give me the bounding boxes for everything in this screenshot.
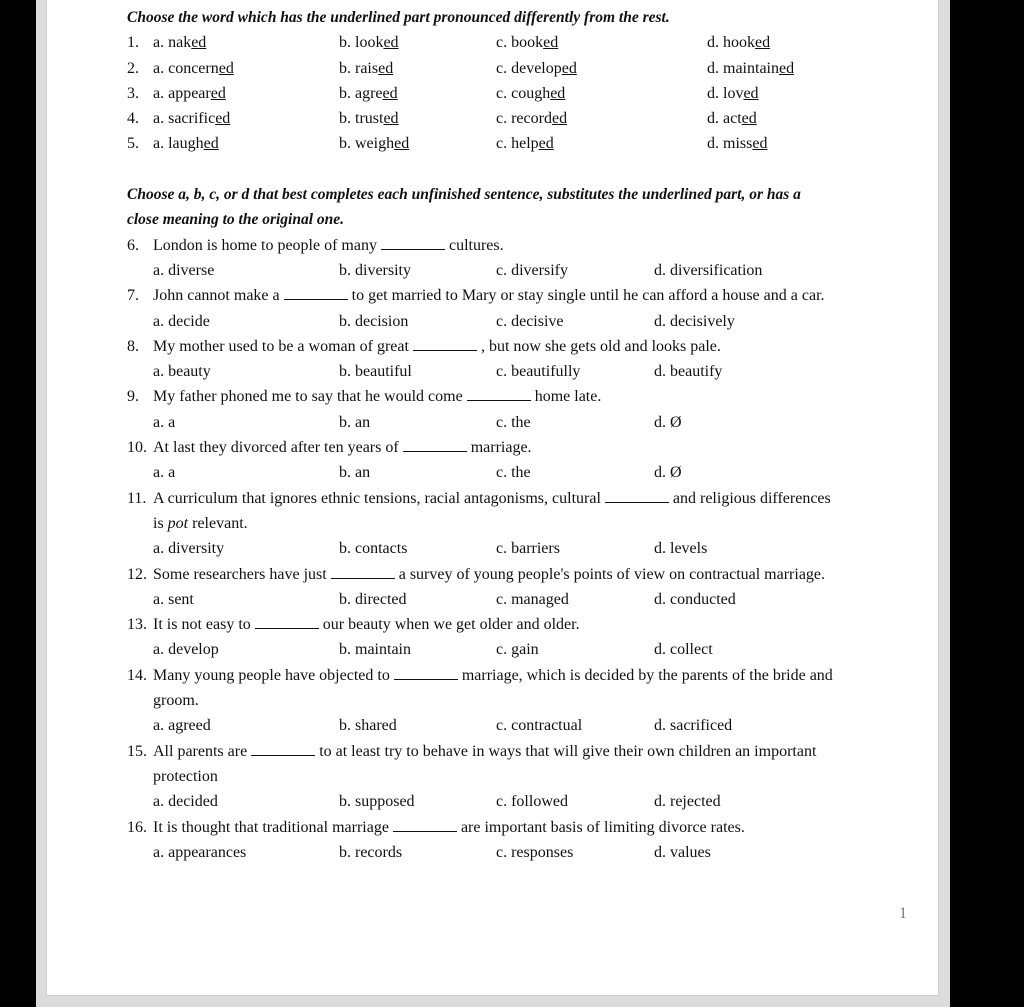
option-word: a. concern [153, 59, 219, 77]
answer-blank [381, 237, 445, 250]
option-a: a. a [153, 413, 176, 431]
stem-text-italic: pot [167, 514, 189, 532]
option-a: a. decided [153, 793, 218, 811]
stem-text: to at least try to behave in ways that will give their own children an important [319, 742, 817, 760]
question-number: 14. [127, 666, 147, 684]
question-number: 7. [127, 287, 139, 305]
options-14 [127, 713, 907, 738]
option-c: c. the [496, 464, 531, 482]
question-1 [127, 30, 907, 55]
option-b [339, 30, 399, 55]
option-c [496, 81, 565, 106]
option-d: d. beautify [654, 363, 723, 381]
option-d: d. collect [654, 641, 713, 659]
spacer [127, 157, 907, 182]
question-number: 5. [127, 135, 139, 153]
stem-text: Some researchers have just [153, 565, 327, 583]
underlined-ending: ed [394, 135, 410, 153]
option-word: c. develop [496, 59, 562, 77]
question-stem [153, 233, 504, 258]
stem-text: a survey of young people's points of view on contractual marriage. [398, 565, 826, 583]
option-word: a. appear [153, 84, 211, 102]
underlined-ending: ed [378, 59, 394, 77]
option-word: b. agre [339, 84, 383, 102]
option-c [496, 56, 577, 81]
question-stem [153, 815, 745, 840]
option-word: c. help [496, 135, 539, 153]
option-b [339, 56, 393, 81]
question-15-continuation [127, 764, 907, 789]
stem-text: At last they divorced after ten years of [153, 439, 399, 457]
option-d [707, 131, 767, 156]
underlined-ending: ed [383, 110, 399, 128]
option-a: a. sent [153, 590, 194, 608]
options-8 [127, 359, 907, 384]
option-a: a. decide [153, 312, 210, 330]
stem-continuation [153, 511, 248, 536]
stem-continuation: protection [153, 767, 218, 785]
question-stem [153, 384, 601, 409]
question-8 [127, 334, 907, 359]
answer-blank [284, 287, 348, 300]
options-16 [127, 840, 907, 865]
options-15 [127, 789, 907, 814]
option-a [153, 106, 230, 131]
option-b: b. an [339, 413, 371, 431]
stem-text: is [153, 514, 168, 532]
question-7 [127, 283, 907, 308]
underlined-ending: ed [752, 135, 768, 153]
stem-text: Many young people have objected to [153, 666, 390, 684]
stem-continuation: groom. [153, 692, 199, 710]
section1-items [127, 30, 907, 156]
question-6 [127, 233, 907, 258]
option-c: c. the [496, 413, 531, 431]
option-b: b. maintain [339, 641, 411, 659]
question-number: 9. [127, 388, 139, 406]
page-content [127, 5, 907, 865]
option-a: a. beauty [153, 363, 211, 381]
question-13 [127, 612, 907, 637]
option-d: d. Ø [654, 413, 682, 431]
option-b: b. an [339, 464, 371, 482]
question-stem [153, 612, 580, 637]
answer-blank [413, 338, 477, 351]
options-6 [127, 258, 907, 283]
option-word: c. record [496, 110, 552, 128]
option-b [339, 131, 409, 156]
option-d: d. conducted [654, 590, 736, 608]
option-word: b. look [339, 34, 384, 52]
option-c: c. decisive [496, 312, 564, 330]
answer-blank [255, 616, 319, 629]
question-16 [127, 815, 907, 840]
option-word: a. sacrific [153, 110, 216, 128]
answer-blank [394, 667, 458, 680]
stem-text: cultures. [448, 236, 504, 254]
stem-text: marriage, which is decided by the parents of the bride and [461, 666, 833, 684]
stem-text: John cannot make a [153, 287, 280, 305]
underlined-ending: ed [551, 110, 568, 128]
question-stem [153, 435, 532, 460]
option-c: c. managed [496, 590, 569, 608]
question-number: 16. [127, 818, 147, 836]
option-b [339, 106, 399, 131]
question-stem [153, 283, 825, 308]
document-page [46, 0, 939, 996]
section2-heading-line1: Choose a, b, c, or d that best completes each unfinished sentence, substitutes the underlined part, or has a [127, 186, 801, 204]
option-word: b. rais [339, 59, 379, 77]
option-word: a. laugh [153, 135, 204, 153]
page-number: 1 [899, 905, 907, 922]
option-b: b. decision [339, 312, 409, 330]
underlined-ending: ed [203, 135, 219, 153]
option-a [153, 30, 206, 55]
option-b: b. records [339, 843, 403, 861]
option-word: c. cough [496, 84, 551, 102]
option-a: a. develop [153, 641, 219, 659]
option-a: a. diverse [153, 261, 215, 279]
option-d: d. sacrificed [654, 717, 733, 735]
stem-text: , but now she gets old and looks pale. [480, 337, 721, 355]
option-d [707, 30, 770, 55]
question-stem [153, 663, 833, 688]
question-number: 4. [127, 110, 139, 128]
question-number: 1. [127, 34, 139, 52]
option-b: b. diversity [339, 261, 411, 279]
answer-blank [393, 819, 457, 832]
stem-text: London is home to people of many [153, 236, 377, 254]
stem-text: home late. [534, 388, 602, 406]
question-10 [127, 435, 907, 460]
question-number: 12. [127, 565, 147, 583]
question-9 [127, 384, 907, 409]
underlined-ending: ed [210, 84, 226, 102]
section1-heading: Choose the word which has the underlined part pronounced differently from the rest. [127, 9, 670, 26]
question-number: 6. [127, 236, 139, 254]
option-word: d. miss [707, 135, 753, 153]
option-d: d. values [654, 843, 711, 861]
option-d [707, 56, 794, 81]
question-12 [127, 562, 907, 587]
question-11 [127, 486, 907, 511]
option-c: c. gain [496, 641, 539, 659]
options-9 [127, 410, 907, 435]
option-d [707, 81, 759, 106]
answer-blank [331, 566, 395, 579]
option-d: d. diversification [654, 261, 763, 279]
answer-blank [605, 490, 669, 503]
option-c [496, 106, 567, 131]
question-14 [127, 663, 907, 688]
question-11-continuation [127, 511, 907, 536]
option-b: b. supposed [339, 793, 415, 811]
question-number: 11. [127, 489, 147, 507]
answer-blank [467, 388, 531, 401]
stem-text: are important basis of limiting divorce rates. [460, 818, 745, 836]
option-a [153, 131, 219, 156]
stem-text: It is not easy to [153, 616, 251, 634]
option-c: c. diversify [496, 261, 568, 279]
question-number: 15. [127, 742, 147, 760]
option-c: c. responses [496, 843, 574, 861]
option-b: b. beautiful [339, 363, 412, 381]
question-number: 3. [127, 84, 139, 102]
option-c: c. barriers [496, 540, 560, 558]
stem-text: relevant. [188, 514, 248, 532]
answer-blank [403, 439, 467, 452]
option-c: c. followed [496, 793, 568, 811]
stem-text: our beauty when we get older and older. [322, 616, 580, 634]
question-stem [153, 334, 721, 359]
option-word: c. book [496, 34, 544, 52]
option-word: b. weigh [339, 135, 395, 153]
option-c [496, 30, 558, 55]
underlined-ending: ed [743, 84, 759, 102]
underlined-ending: ed [382, 84, 398, 102]
stem-text: It is thought that traditional marriage [153, 818, 389, 836]
option-b: b. shared [339, 717, 397, 735]
question-number: 8. [127, 337, 139, 355]
underlined-ending: ed [191, 34, 207, 52]
option-a [153, 81, 226, 106]
question-number: 13. [127, 616, 147, 634]
options-10 [127, 460, 907, 485]
option-word: b. trust [339, 110, 384, 128]
stem-text: All parents are [153, 742, 248, 760]
underlined-ending: ed [218, 59, 234, 77]
question-number: 2. [127, 59, 139, 77]
option-b: b. directed [339, 590, 407, 608]
option-b [339, 81, 398, 106]
option-d: d. rejected [654, 793, 721, 811]
underlined-ending: ed [561, 59, 577, 77]
section2-heading-line2: close meaning to the original one. [127, 211, 345, 229]
question-3 [127, 81, 907, 106]
option-d [707, 106, 757, 131]
option-word: a. nak [153, 34, 192, 52]
options-13 [127, 637, 907, 662]
underlined-ending: ed [778, 59, 795, 77]
option-a: a. a [153, 464, 176, 482]
option-a [153, 56, 234, 81]
option-b: b. contacts [339, 540, 408, 558]
underlined-ending: ed [538, 135, 554, 153]
question-stem [153, 486, 831, 511]
underlined-ending: ed [550, 84, 566, 102]
question-stem [153, 739, 816, 764]
options-11 [127, 536, 907, 561]
underlined-ending: ed [543, 34, 559, 52]
option-a: a. diversity [153, 540, 225, 558]
option-word: d. lov [707, 84, 744, 102]
option-a: a. agreed [153, 717, 211, 735]
document-frame [36, 0, 950, 1007]
option-c: c. contractual [496, 717, 583, 735]
option-c [496, 131, 554, 156]
underlined-ending: ed [741, 110, 757, 128]
question-number: 10. [127, 439, 147, 457]
question-14-continuation [127, 688, 907, 713]
answer-blank [251, 743, 315, 756]
option-d: d. levels [654, 540, 708, 558]
underlined-ending: ed [383, 34, 399, 52]
option-d: d. decisively [654, 312, 735, 330]
stem-text: and religious differences [672, 489, 831, 507]
question-2 [127, 56, 907, 81]
option-a: a. appearances [153, 843, 247, 861]
stem-text: A curriculum that ignores ethnic tensions, racial antagonisms, cultural [153, 489, 601, 507]
stem-text: to get married to Mary or stay single until he can afford a house and a car. [351, 287, 825, 305]
underlined-ending: ed [215, 110, 231, 128]
question-5 [127, 131, 907, 156]
stem-text: My mother used to be a woman of great [153, 337, 409, 355]
question-4 [127, 106, 907, 131]
question-stem [153, 562, 825, 587]
option-c: c. beautifully [496, 363, 581, 381]
underlined-ending: ed [755, 34, 771, 52]
stem-text: marriage. [470, 439, 532, 457]
option-word: d. hook [707, 34, 755, 52]
question-15 [127, 739, 907, 764]
options-7 [127, 309, 907, 334]
option-word: d. act [707, 110, 742, 128]
stem-text: My father phoned me to say that he would come [153, 388, 463, 406]
option-d: d. Ø [654, 464, 682, 482]
option-word: d. maintain [707, 59, 779, 77]
options-12 [127, 587, 907, 612]
